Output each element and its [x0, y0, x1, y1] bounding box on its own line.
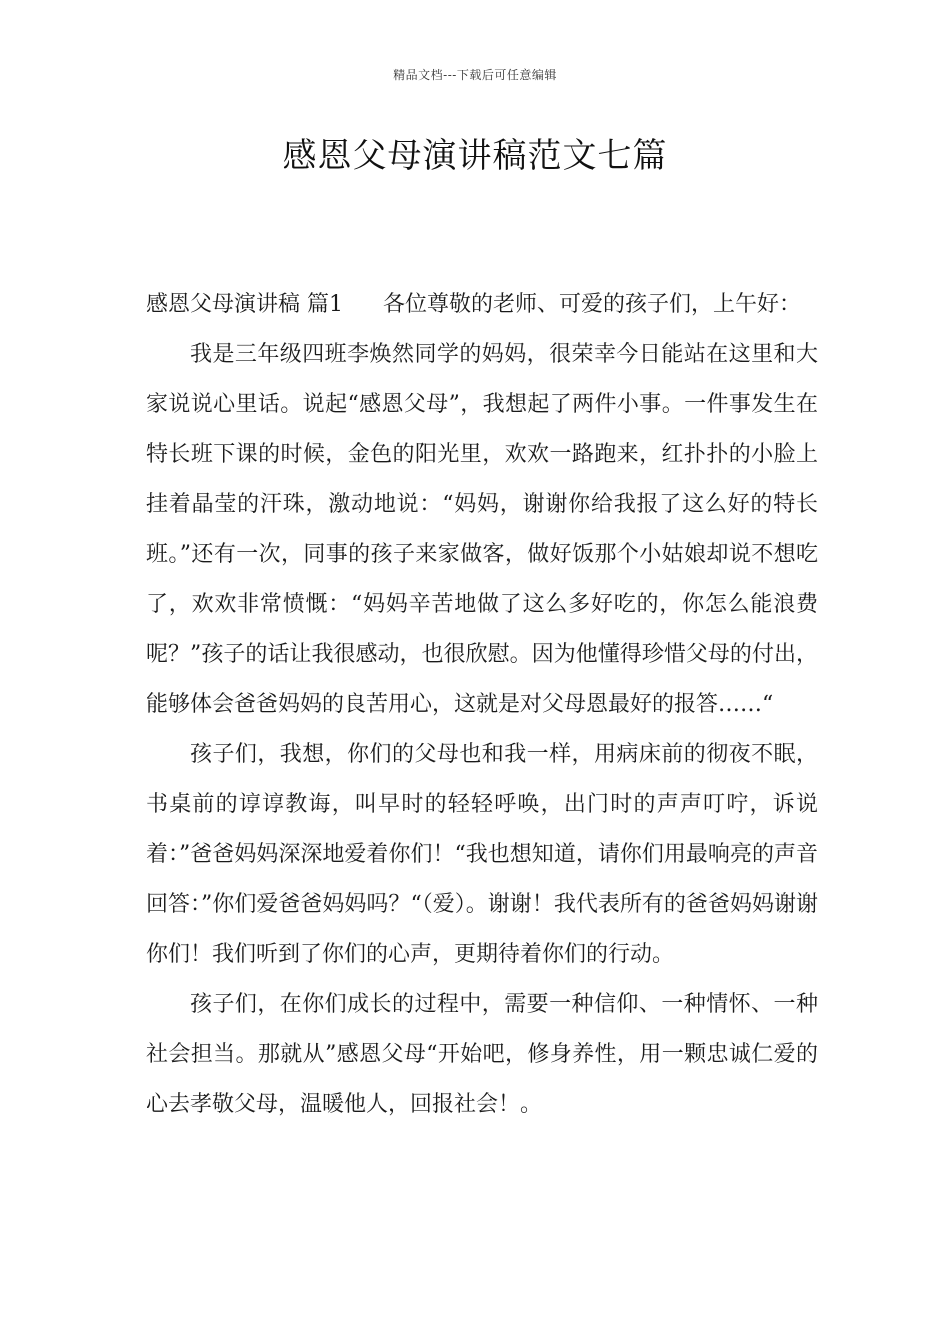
paragraph-2: 孩子们，我想，你们的父母也和我一样，用病床前的彻夜不眠，书桌前的谆谆教诲，叫早时的轻轻呼唤，出门时的声声叮咛，诉说着：”爸爸妈妈深深地爱着你们！“我也想知道，请你们用最响亮的声音回答：”你们爱爸爸妈妈吗？“（爱）。谢谢！我代表所有的爸爸妈妈谢谢你们！我们听到了你们的心声，更期待着你们的行动。 — [146, 742, 818, 967]
paragraph-1: 我是三年级四班李焕然同学的妈妈，很荣幸今日能站在这里和大家说说心里话。说起“感恩父母”，我想起了两件小事。一件事发生在特长班下课的时候，金色的阳光里，欢欢一路跑来，红扑扑的小脸上挂着晶莹的汗珠，激动地说：“妈妈，谢谢你给我报了这么好的特长班。”还有一次，同事的孩子来家做客，做好饭那个小姑娘却说不想吃了，欢欢非常愤慨：“妈妈辛苦地做了这么多好吃的，你怎么能浪费呢？”孩子的话让我很感动，也很欣慰。因为他懂得珍惜父母的付出，能够体会爸爸妈妈的良苦用心，这就是对父母恩最好的报答……“ — [146, 342, 818, 717]
document-body — [146, 280, 818, 1130]
header-note: 精品文档---下载后可任意编辑 — [393, 68, 557, 82]
section-heading: 感恩父母演讲稿 篇1 — [146, 292, 343, 317]
opening-line — [146, 280, 818, 330]
greeting: 各位尊敬的老师、可爱的孩子们，上午好： — [383, 292, 802, 317]
paragraph-3: 孩子们，在你们成长的过程中，需要一种信仰、一种情怀、一种社会担当。那就从”感恩父母“开始吧，修身养性，用一颗忠诚仁爱的心去孝敬父母，温暖他人，回报社会！。 — [146, 992, 818, 1117]
document-title: 感恩父母演讲稿范文七篇 — [282, 136, 668, 176]
